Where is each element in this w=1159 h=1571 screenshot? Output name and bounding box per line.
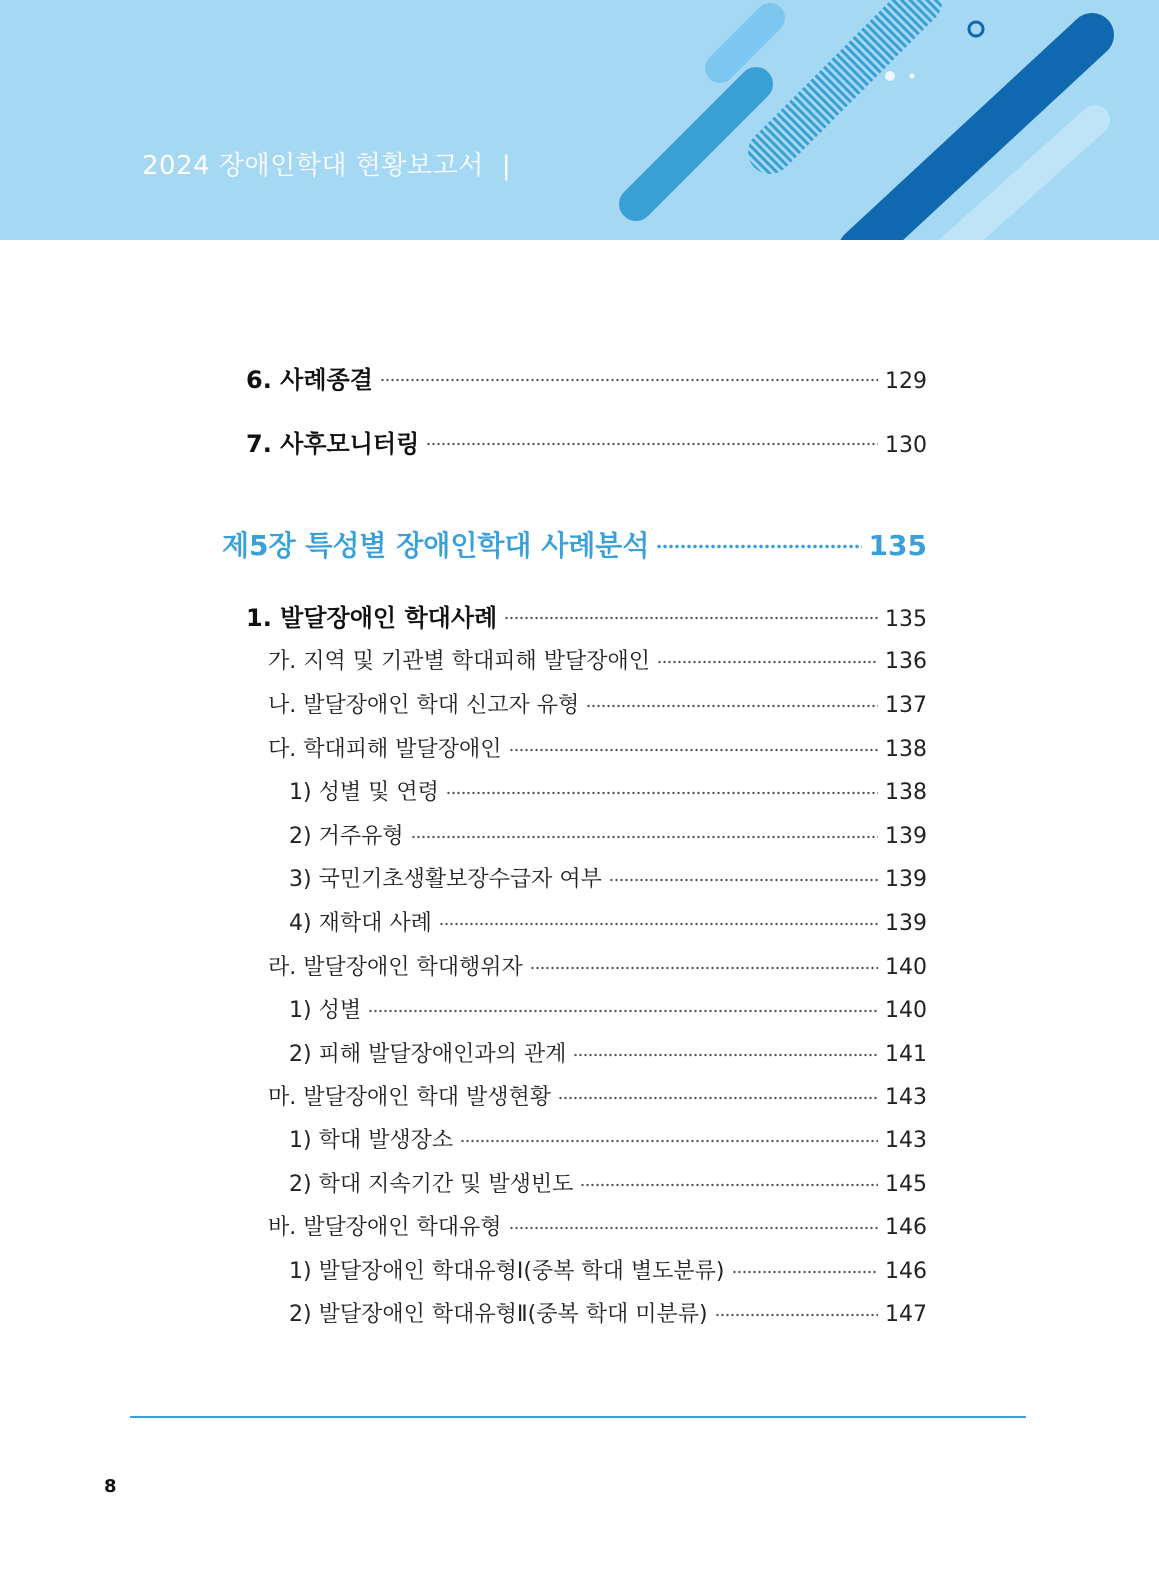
toc-entry[interactable] xyxy=(289,819,927,850)
dot-leader xyxy=(368,1009,878,1013)
toc-entry-label: 3) 국민기초생활보장수급자 여부 xyxy=(289,867,602,892)
toc-entry-label: 나. 발달장애인 학대 신고자 유형 xyxy=(268,693,580,718)
dot-leader xyxy=(411,835,878,839)
toc-entry[interactable] xyxy=(268,1210,927,1241)
toc-entry-page: 136 xyxy=(885,649,927,674)
toc-entry-label: 2) 거주유형 xyxy=(289,824,404,849)
toc-entry-label: 가. 지역 및 기관별 학대피해 발달장애인 xyxy=(268,649,650,674)
dot-leader xyxy=(656,544,861,549)
dot-leader xyxy=(504,616,878,620)
toc-entry-page: 141 xyxy=(885,1042,927,1067)
dot-leader xyxy=(446,791,878,795)
toc-entry[interactable] xyxy=(246,424,927,459)
toc-entry[interactable] xyxy=(289,862,927,893)
toc-entry-label: 1. 발달장애인 학대사례 xyxy=(246,604,498,632)
toc-entry[interactable] xyxy=(268,950,927,981)
dot-leader xyxy=(732,1270,879,1274)
toc-entry-page: 139 xyxy=(885,867,927,892)
header-decoration xyxy=(0,0,1159,240)
toc-entry-label: 1) 학대 발생장소 xyxy=(289,1128,454,1153)
toc-entry-label: 7. 사후모니터링 xyxy=(246,430,420,458)
toc-entry-page: 138 xyxy=(885,737,927,762)
toc-entry[interactable] xyxy=(246,598,927,633)
toc-entry[interactable] xyxy=(289,1254,927,1285)
toc-entry-page: 145 xyxy=(885,1172,927,1197)
toc-entry[interactable] xyxy=(289,993,927,1024)
toc-chapter-label: 제5장 특성별 장애인학대 사례분석 xyxy=(222,529,650,562)
toc-entry-page: 143 xyxy=(885,1128,927,1153)
toc-entry-label: 라. 발달장애인 학대행위자 xyxy=(268,955,523,980)
toc-entry-page: 135 xyxy=(885,607,927,632)
toc-entry[interactable] xyxy=(289,1297,927,1328)
title-separator: | xyxy=(501,151,512,181)
toc-entry-page: 146 xyxy=(885,1259,927,1284)
toc-entry[interactable] xyxy=(268,688,927,719)
dot-leader xyxy=(715,1313,878,1317)
toc-entry-label: 2) 피해 발달장애인과의 관계 xyxy=(289,1042,567,1067)
page-header xyxy=(0,0,1159,240)
toc-entry[interactable] xyxy=(289,775,927,806)
dot-leader xyxy=(509,1226,878,1230)
dot-leader xyxy=(580,1183,878,1187)
toc-entry[interactable] xyxy=(289,906,927,937)
toc-entry-page: 143 xyxy=(885,1085,927,1110)
toc-entry-page: 146 xyxy=(885,1215,927,1240)
toc-entry-label: 1) 성별 및 연령 xyxy=(289,780,439,805)
toc-entry-label: 1) 발달장애인 학대유형Ⅰ(중복 학대 별도분류) xyxy=(289,1259,725,1284)
dot-leader xyxy=(573,1053,878,1057)
toc-entry-label: 1) 성별 xyxy=(289,998,362,1023)
toc-entry-page: 140 xyxy=(885,998,927,1023)
toc-entry-page: 138 xyxy=(885,780,927,805)
footer-divider xyxy=(130,1416,1026,1418)
report-title xyxy=(142,145,511,182)
toc-entry-page: 139 xyxy=(885,824,927,849)
dot-leader xyxy=(586,704,878,708)
toc-entry-label: 바. 발달장애인 학대유형 xyxy=(268,1215,502,1240)
toc-entry[interactable] xyxy=(289,1167,927,1198)
dot-leader xyxy=(460,1139,878,1143)
dot-leader xyxy=(439,922,878,926)
dot-leader xyxy=(609,878,878,882)
toc-entry-label: 2) 발달장애인 학대유형Ⅱ(중복 학대 미분류) xyxy=(289,1302,708,1327)
toc-entry[interactable] xyxy=(268,732,927,763)
toc-entry[interactable] xyxy=(246,360,927,395)
dot-leader xyxy=(380,378,878,382)
toc-entry-page: 139 xyxy=(885,911,927,936)
toc-entry-label: 다. 학대피해 발달장애인 xyxy=(268,737,502,762)
page-number: 8 xyxy=(104,1476,117,1497)
toc-entry-page: 140 xyxy=(885,955,927,980)
toc-entry-page: 147 xyxy=(885,1302,927,1327)
toc-entry-label: 마. 발달장애인 학대 발생현황 xyxy=(268,1085,551,1110)
toc-entry[interactable] xyxy=(289,1123,927,1154)
toc-chapter-entry[interactable] xyxy=(222,524,927,564)
toc-entry-label: 4) 재학대 사례 xyxy=(289,911,432,936)
toc-entry-page: 137 xyxy=(885,693,927,718)
dot-leader xyxy=(426,442,878,446)
dot-leader xyxy=(558,1096,878,1100)
toc-entry-label: 6. 사례종결 xyxy=(246,366,373,394)
toc-entry[interactable] xyxy=(268,644,927,675)
dot-leader xyxy=(530,966,878,970)
toc-entry[interactable] xyxy=(289,1037,927,1068)
toc-entry[interactable] xyxy=(268,1080,927,1111)
dot-leader xyxy=(509,748,878,752)
report-title-text: 2024 장애인학대 현황보고서 xyxy=(142,151,484,181)
toc-entry-page: 130 xyxy=(885,433,927,458)
toc-chapter-page: 135 xyxy=(868,529,927,562)
toc-entry-label: 2) 학대 지속기간 및 발생빈도 xyxy=(289,1172,574,1197)
toc-entry-page: 129 xyxy=(885,369,927,394)
dot-leader xyxy=(657,660,878,664)
